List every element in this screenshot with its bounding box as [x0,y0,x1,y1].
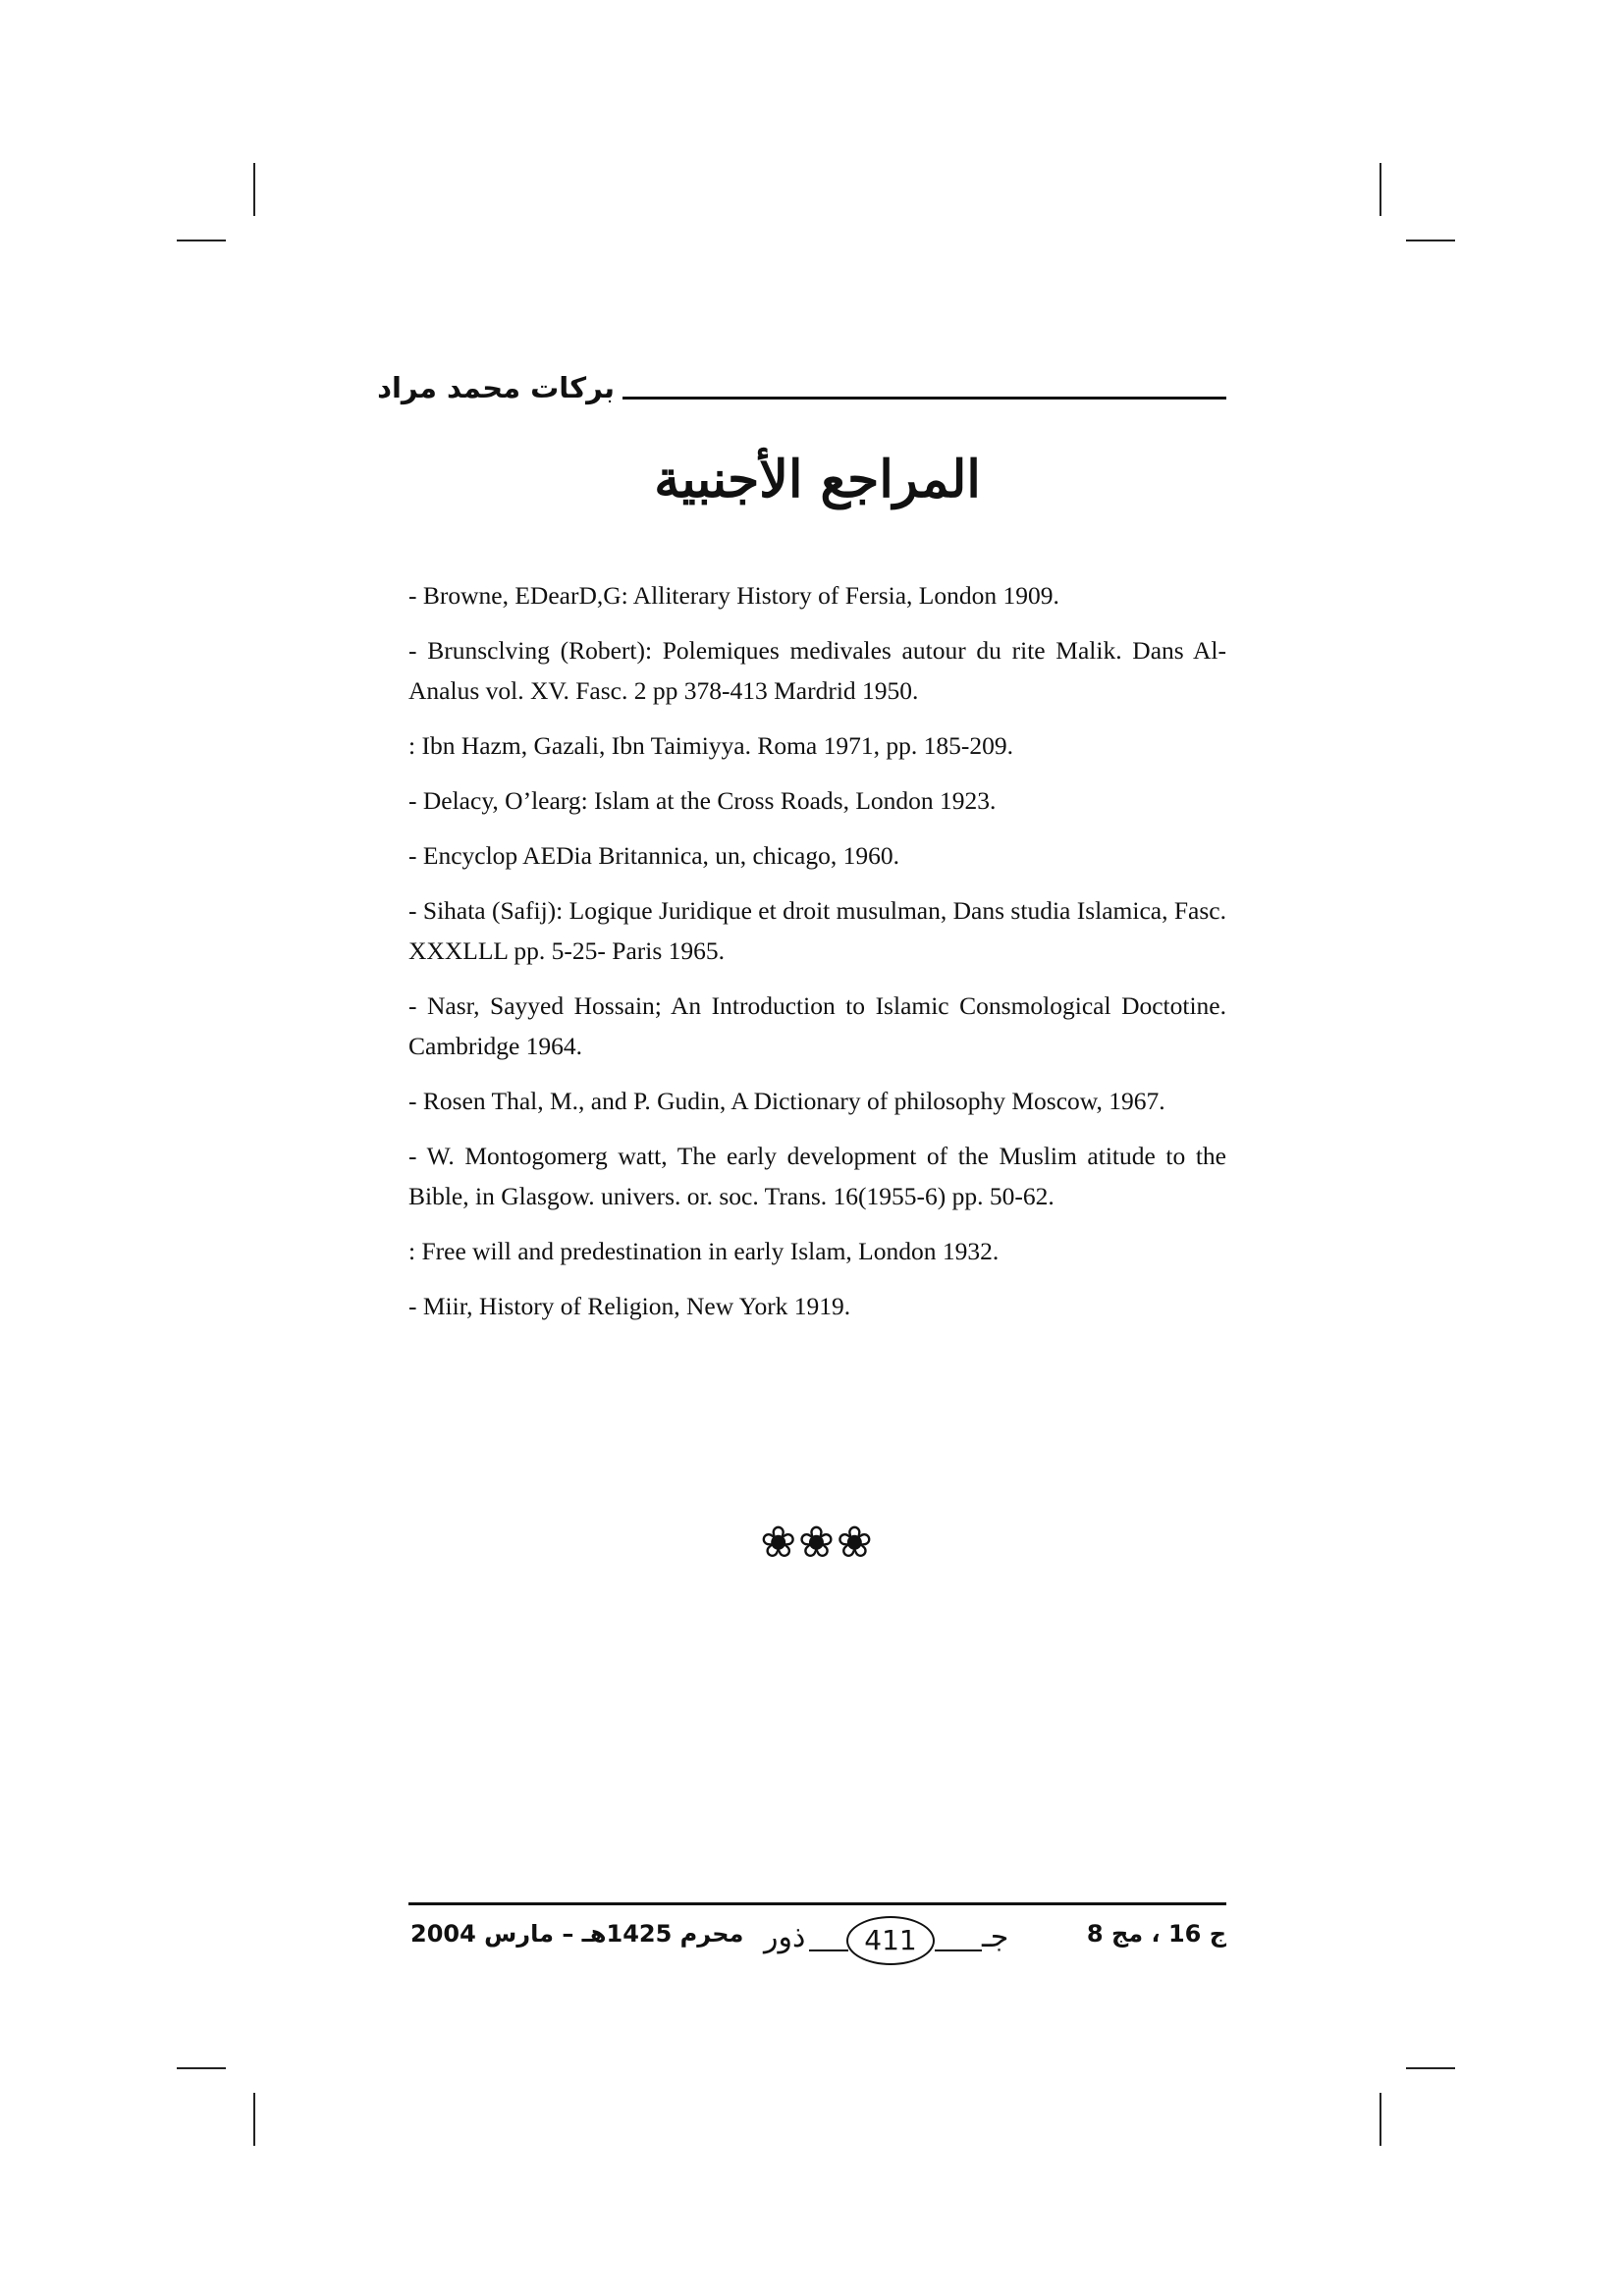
flower-ornament: ❀❀❀ [760,1518,875,1568]
crop-mark [1380,163,1381,216]
page-footer [408,1902,1226,1971]
reference-item: - W. Montogomerg watt, The early development of the Muslim atitude to the Bible, in Glasgow. univers. or. soc. Trans. 16(1955-6) pp. 50-62. [408,1142,1226,1210]
reference-item: - Nasr, Sayyed Hossain; An Introduction to Islamic Consmological Doctotine. Cambridge 1964. [408,991,1226,1060]
journal-line [809,1949,848,1951]
crop-mark [177,240,226,241]
running-header [377,371,1226,420]
reference-item: : Free will and predestination in early Islam, London 1932. [408,1237,1000,1265]
reference-item: - Encyclop AEDia Britannica, un, chicago, 1960. [408,841,899,870]
crop-mark [253,163,255,216]
reference-item: : Ibn Hazm, Gazali, Ibn Taimiyya. Roma 1971, pp. 185-209. [408,731,1013,760]
reference-item: - Miir, History of Religion, New York 1919. [408,1292,851,1320]
journal-emblem [764,1916,1009,1965]
reference-item: - Delacy, O’learg: Islam at the Cross Roads, London 1923. [408,786,997,815]
crop-mark [1406,240,1455,241]
footer-issue: ج 16 ، مج 8 [1086,1920,1226,1948]
page-number: 411 [846,1916,935,1965]
footer-rule [408,1902,1226,1905]
crop-mark [1406,2067,1455,2069]
header-rule [622,397,1226,400]
journal-line [935,1949,982,1951]
author-name: بركات محمد مراد [377,371,615,404]
reference-item: - Brunsclving (Robert): Polemiques medivales autour du rite Malik. Dans Al-Analus vol. XV. Fasc. 2 pp 378-413 Mardrid 1950. [408,636,1226,705]
reference-item: - Browne, EDearD,G: Alliterary History of Fersia, London 1909. [408,581,1059,610]
page-title: المراجع الأجنبية [654,450,981,509]
reference-item: - Sihata (Safij): Logique Juridique et droit musulman, Dans studia Islamica, Fasc. XXXLLL pp. 5-25- Paris 1965. [408,896,1226,965]
journal-name: ذور [764,1920,806,1954]
reference-item: - Rosen Thal, M., and P. Gudin, A Dictionary of philosophy Moscow, 1967. [408,1087,1165,1115]
crop-mark [177,2067,226,2069]
reference-list [408,575,1226,1341]
journal-initial: جـ [982,1920,1009,1954]
footer-date: محرم 1425هـ – مارس 2004 [410,1920,744,1948]
crop-mark [253,2093,255,2146]
crop-mark [1380,2093,1381,2146]
